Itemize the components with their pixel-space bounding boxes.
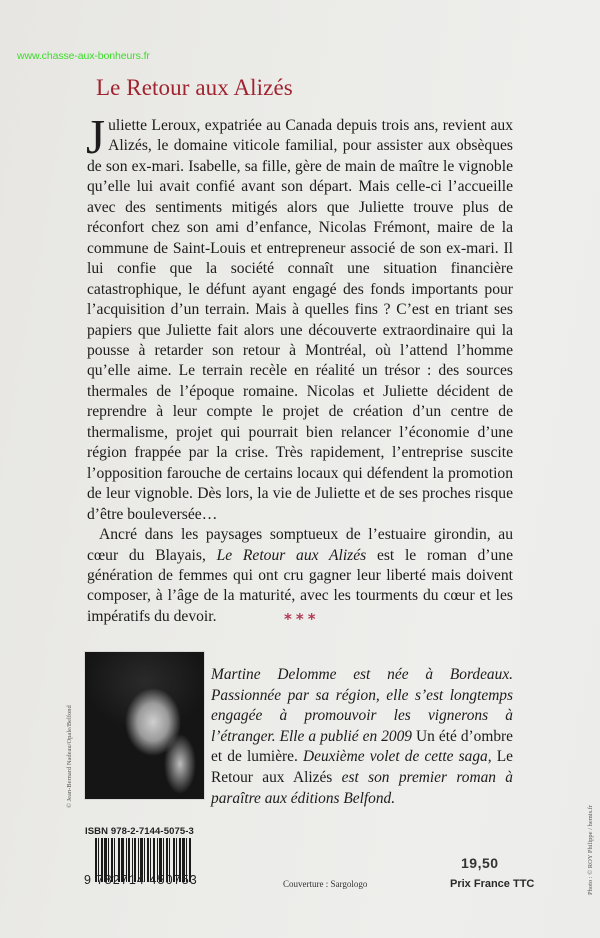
- cover-photo-credit: Photo : © ROY Philippe / hemis.fr: [587, 804, 594, 895]
- bio-part-5: est son premier roman à paraître aux éditions Belfond.: [211, 768, 514, 807]
- bio-book-title: Le Retour aux Alizés: [211, 748, 513, 786]
- paragraph-2-text-start: Ancré dans les paysages somptueux de l’estuaire girondin, au cœur du Blayais,: [87, 526, 513, 564]
- synopsis: [86, 109, 513, 627]
- author-bio: [211, 665, 513, 809]
- bio-previous-title: Un été d’ombre et de lumière.: [211, 727, 513, 766]
- dropcap-letter: J: [86, 109, 106, 164]
- isbn-label: ISBN 978-2-7144-5075-3: [85, 826, 194, 837]
- synopsis-paragraph-1: [86, 109, 513, 525]
- paragraph-2-text-end: est le roman d’une génération de femmes qui ont cru gagner leur liberté mais doivent composer, à l’âge de la maturité, avec les tourments du cœur et les impératifs du devoir.: [87, 546, 513, 625]
- price-label: Prix France TTC: [450, 878, 535, 890]
- price-value: 19,50: [461, 855, 499, 871]
- paragraph-1-text: uliette Leroux, expatriée au Canada depuis trois ans, revient aux Alizés, le domaine viticole familial, pour assister aux obsèques de son ex-mari. Isabelle, sa fille, gère de main de maître le vignoble qu’elle lui avait confié avant son départ. Mais celle-ci l’accueille avec des sentiments mitigés alors que Juliette trouve plus de réconfort chez son ami d’enfance, Nicolas Frémont, maire de la commune de Saint-Louis et entrepreneur associé de son ex-mari. Il lui confie que la société connaît une situation financière catastrophique, le défunt ayant engagé des fonds importants pour l’acquisition d’un terrain. Mais à quelles fins ? C’est en triant ses papiers que Juliette fait alors une découverte extraordinaire qui la pousse à retarder son retour à Montréal, où l’attend l’homme qu’elle aime. Le terrain recèle en réalité un trésor : des sources thermales de l’époque romaine. Nicolas et Juliette décident de reprendre à leur compte le projet de création d’un centre de thermalisme, projet qui pourrait bien relancer l’économie d’une région frappée par la crise. Très rapidement, l’entreprise suscite l’opposition farouche de certains locaux qui défendent la promotion de leur vignoble. Dès lors, la vie de Juliette et de ses proches risque d’être bouleversée…: [87, 117, 513, 523]
- bio-part-1: Martine Delomme est née à Bordeaux. Passionnée par sa région, elle s’est longtemps engagée à promouvoir les vignerons à l’étranger. Elle a publié en 2009: [211, 666, 513, 745]
- separator-asterisks: ***: [284, 610, 320, 628]
- book-title: Le Retour aux Alizés: [96, 75, 293, 100]
- book-title-italic: Le Retour aux Alizés: [216, 546, 367, 564]
- watermark-url: www.chasse-aux-bonheurs.fr: [17, 50, 150, 62]
- author-photo: [84, 651, 205, 800]
- barcode-digits: 9 782714 450753: [84, 873, 198, 887]
- cover-credit: Couverture : Sargologo: [283, 879, 368, 889]
- bio-part-3: Deuxième volet de cette saga,: [297, 748, 497, 766]
- author-photo-credit: © Jean-Bernard Nadeau/Opale/Belfond: [66, 705, 73, 808]
